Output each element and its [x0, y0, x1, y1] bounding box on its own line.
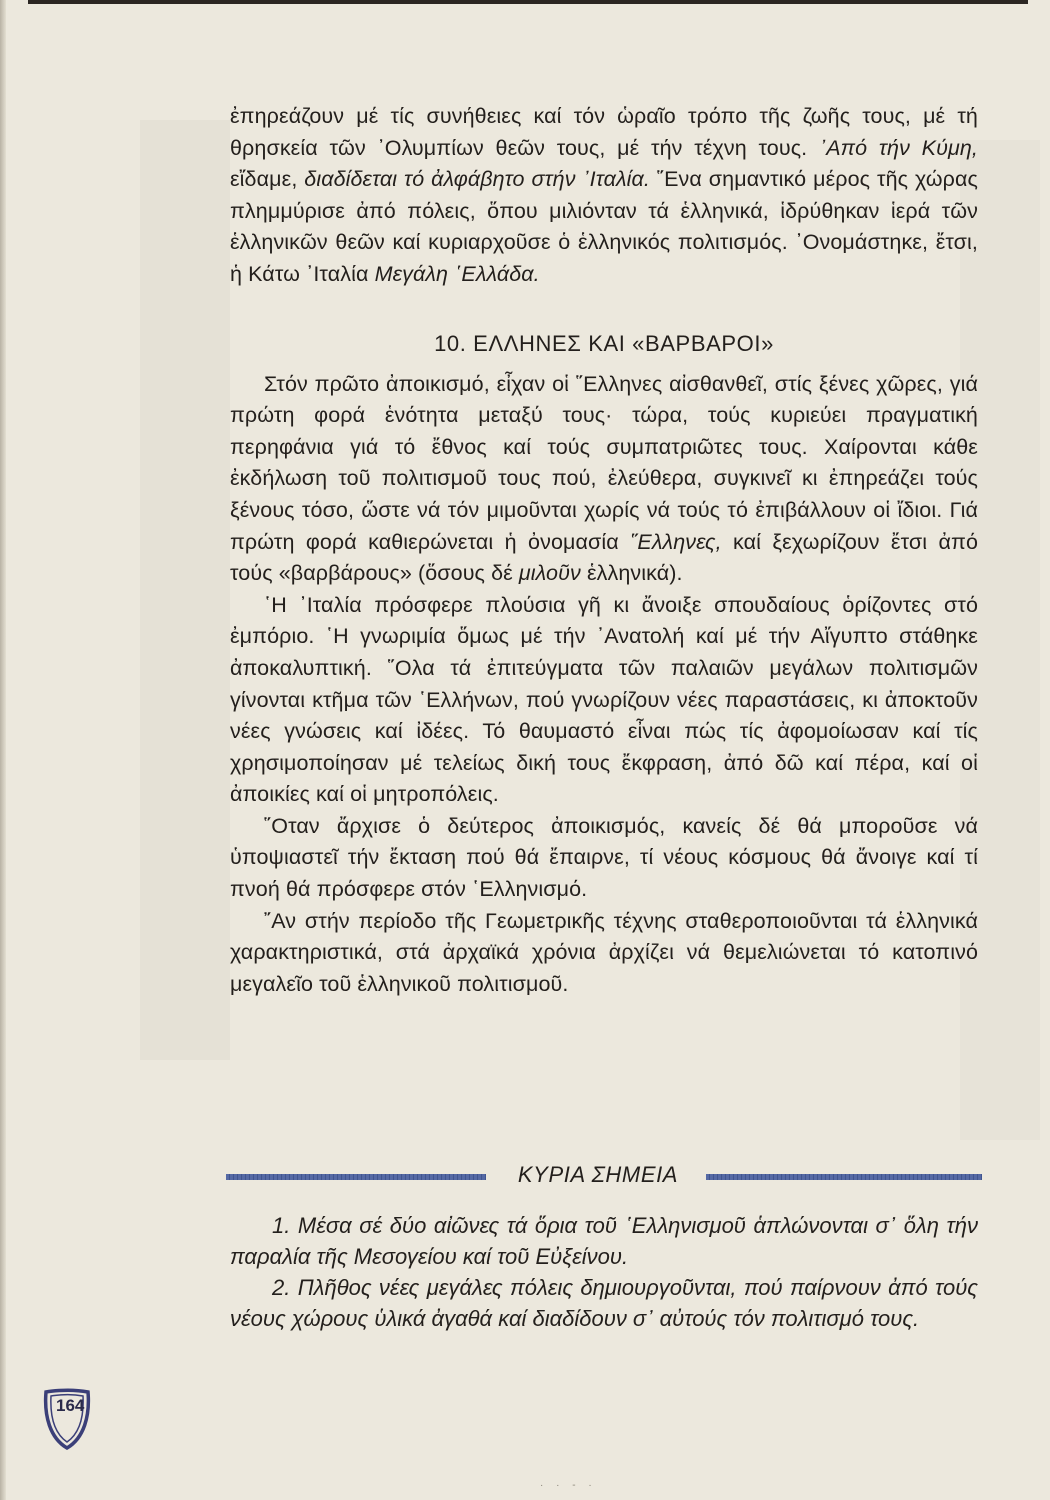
page-edge: [0, 0, 6, 1500]
intro-paragraph: [230, 101, 978, 291]
header-rule-left: [226, 1174, 486, 1180]
text-run: ῞Ενα σημαντικό μέρος τῆς χώρας πλημμύρισε ἀπό πόλεις, ὅπου μιλιόνταν τά ἑλληνικά, ἱδρύθηκαν ἱερά τῶν ἑλληνικῶν θεῶν καί κυριαρχοῦσε ὁ ἑλληνικός πολιτισμός. ᾿Ονομάστηκε, ἔτσι, ἡ Κάτω ᾿Ιταλία: [230, 167, 978, 286]
section-title: 10. ΕΛΛΗΝΕΣ ΚΑΙ «ΒΑΡΒΑΡΟΙ»: [434, 330, 774, 356]
text-run: ἑλληνικά).: [580, 561, 683, 586]
key-points-title: ΚΥΡΙΑ ΣΗΜΕΙΑ: [517, 1162, 679, 1187]
section-paragraph-4: ῎Αν στήν περίοδο τῆς Γεωμετρικῆς τέχνης σταθεροποιοῦνται τά ἑλληνικά χαρακτηριστικά, στά ἀρχαϊκά χρόνια ἀρχίζει νά θεμελιώνεται τό κατοπινό μεγαλεῖο τοῦ ἑλληνικοῦ πολιτισμοῦ.: [230, 908, 978, 996]
text-run: ἐπηρεάζουν μέ τίς συνήθειες καί τόν ὡραῖο τρόπο τῆς ζωῆς τους, μέ τή θρησκεία τῶν ᾿Ολυμπίων θεῶν τους, μέ τήν τέχνη τους.: [230, 104, 978, 160]
text-run: καί ξεχωρίζουν ἔτσι ἀπό τούς «βαρβάρους» (ὅσους δέ: [230, 529, 978, 586]
section-paragraph-1: [230, 369, 978, 590]
key-point: 2. Πλῆθος νέες μεγάλες πόλεις δημιουργοῦνται, πού παίρνουν ἀπό τούς νέους χώρους ὑλικά ἀγαθά καί διαδίδουν σ᾿ αὐτούς τόν πολιτισμό τους.: [230, 1275, 978, 1331]
key-points-list: [230, 1210, 978, 1334]
section-paragraph-2: ῾Η ᾿Ιταλία πρόσφερε πλούσια γῆ κι ἄνοιξε σπουδαίους ὁρίζοντες στό ἐμπόριο. ῾Η γνωριμία ὅμως μέ τήν ᾿Ανατολή καί μέ τήν Αἴγυπτο στάθηκε ἀποκαλυπτική. ῞Ολα τά ἐπιτεύγματα τῶν παλαιῶν μεγάλων πολιτισμῶν γίνονται κτῆμα τῶν ῾Ελλήνων, πού γνωρίζουν νέες παραστάσεις, κι ἀποκτοῦν νέες γνώσεις καί ἰδέες. Τό θαυμαστό εἶναι πώς τίς ἀφομοίωσαν καί τίς χρησιμοποίησαν μέ τελείως δική τους ἔκφραση, ἀπό δῶ καί πέρα, καί οἱ ἀποικίες καί οἱ μητροπόλεις.: [230, 592, 978, 807]
bleed-through-shade: [140, 120, 230, 1060]
page-number: 164: [56, 1396, 85, 1415]
italic-run: ῞Ελληνες,: [630, 529, 722, 554]
page-number-badge: [38, 1386, 96, 1452]
footer-marks: · · - ·: [540, 1480, 597, 1491]
top-rule: [28, 0, 1028, 4]
main-text: [230, 101, 978, 1000]
italic-run: Μεγάλη ῾Ελλάδα.: [374, 261, 540, 286]
italic-run: μιλοῦν: [518, 561, 581, 586]
key-point: 1. Μέσα σέ δύο αἰῶνες τά ὅρια τοῦ ῾Ελληνισμοῦ ἁπλώνονται σ᾿ ὅλη τήν παραλία τῆς Μεσογείου καί τοῦ Εὐξείνου.: [230, 1213, 978, 1269]
key-points-header: [226, 1162, 982, 1202]
italic-run: διαδίδεται τό ἀλφάβητο στήν ᾿Ιταλία.: [304, 167, 650, 192]
italic-run: ᾿Από τήν Κύμη,: [818, 135, 978, 160]
section-paragraph-3: ῞Οταν ἄρχισε ὁ δεύτερος ἀποικισμός, κανείς δέ θά μποροῦσε νά ὑποψιαστεῖ τήν ἔκταση πού θά ἔπαιρνε, τί νέους κόσμους θά ἄνοιγε καί τί πνοή θά πρόσφερε στόν ῾Ελληνισμό.: [230, 813, 978, 902]
text-run: Στόν πρῶτο ἀποικισμό, εἶχαν οἱ ῞Ελληνες αἰσθανθεῖ, στίς ξένες χῶρες, γιά πρώτη φορά ἑνότητα μεταξύ τους· τώρα, τούς κυριεύει πραγματική περηφάνια γιά τό ἔθνος καί τούς συμπατριῶτες τους. Χαίρονται κάθε ἐκδήλωση τοῦ πολιτισμοῦ τους πού, ἐλεύθερα, συγκινεῖ κι ἐπηρεάζει τούς ξένους τόσο, ὥστε νά τόν μιμοῦνται χωρίς νά τούς τό ἐπιβάλλουν οἱ ἴδιοι. Γιά πρώτη φορά καθιερώνεται ἡ ὀνομασία: [230, 371, 978, 554]
header-rule-right: [706, 1174, 982, 1180]
text-run: εἴδαμε,: [230, 167, 305, 192]
